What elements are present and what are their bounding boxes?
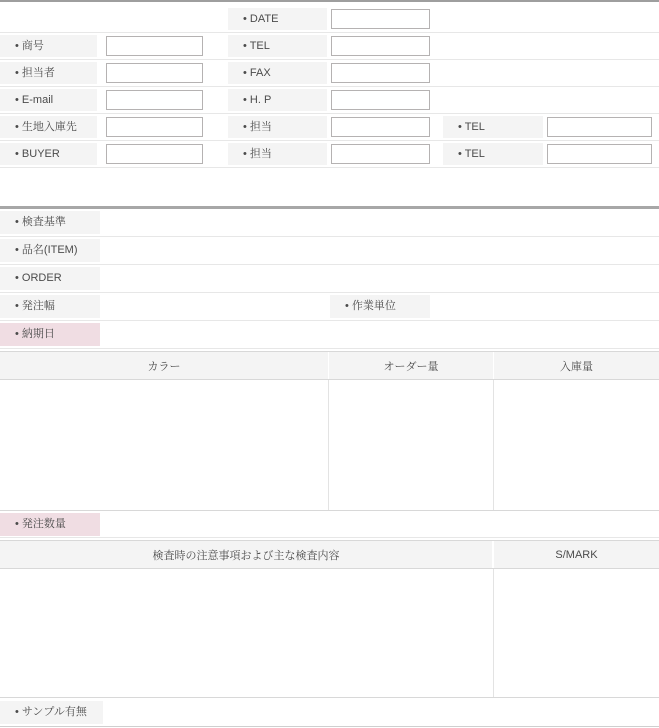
inspection-table-divider [493,569,494,697]
date-input[interactable] [331,9,430,29]
row-order [0,265,659,293]
delivery-date-label: • 納期日 [0,323,100,346]
staff1-tel-input[interactable] [547,117,652,137]
form-row-person [0,60,659,87]
person-in-charge-label: • 担当者 [0,62,97,84]
tel-label: • TEL [228,35,327,57]
order-quantity-label: • 発注数量 [0,513,100,536]
row-item-name [0,237,659,265]
staff2-tel-label: • TEL [443,143,543,165]
color-table-divider-2 [493,380,494,510]
company-name-label: • 商号 [0,35,97,57]
person-in-charge-input[interactable] [106,63,203,83]
top-divider [0,0,659,2]
row-order-quantity [0,511,659,538]
staff2-label: • 担当 [228,143,327,165]
inspection-table-header [0,540,659,569]
staff2-tel-input[interactable] [547,144,652,164]
form-row-fabric-warehouse [0,114,659,141]
color-table-header [0,351,659,380]
order-label: • ORDER [0,267,100,290]
color-quantity-table [0,351,659,511]
staff1-label: • 担当 [228,116,327,138]
fabric-warehouse-label: • 生地入庫先 [0,116,97,138]
color-table-divider-1 [328,380,329,510]
buyer-input[interactable] [106,144,203,164]
received-amount-column-header: 入庫量 [494,352,659,379]
fax-label: • FAX [228,62,327,84]
smark-column-header: S/MARK [494,541,659,568]
inspection-notes-table [0,540,659,698]
row-order-width [0,293,659,321]
color-table-body [0,380,659,511]
company-name-input[interactable] [106,36,203,56]
staff1-tel-label: • TEL [443,116,543,138]
form-row-buyer [0,141,659,168]
fabric-warehouse-input[interactable] [106,117,203,137]
order-width-label: • 発注幅 [0,295,100,318]
order-amount-column-header: オーダー量 [329,352,493,379]
inspection-notes-column-header: 検査時の注意事項および主な検査内容 [0,541,492,568]
color-column-header: カラー [0,352,328,379]
item-name-label: • 品名(ITEM) [0,239,100,262]
order-details-section [0,206,659,349]
form-row-company [0,33,659,60]
fax-input[interactable] [331,63,430,83]
contact-section [0,6,659,168]
email-input[interactable] [106,90,203,110]
row-delivery-date [0,321,659,349]
form-row-date [0,6,659,33]
homepage-label: • H. P [228,89,327,111]
tel-input[interactable] [331,36,430,56]
email-label: • E-mail [0,89,97,111]
inspection-table-body [0,569,659,698]
staff2-input[interactable] [331,144,430,164]
staff1-input[interactable] [331,117,430,137]
row-inspection-standard [0,209,659,237]
homepage-input[interactable] [331,90,430,110]
row-sample-availability [0,699,659,727]
date-label: • DATE [228,8,327,30]
form-row-email [0,87,659,114]
inspection-standard-label: • 検査基準 [0,211,100,234]
work-unit-label: • 作業単位 [330,295,430,318]
buyer-label: • BUYER [0,143,97,165]
sample-availability-label: • サンプル有無 [0,701,103,724]
